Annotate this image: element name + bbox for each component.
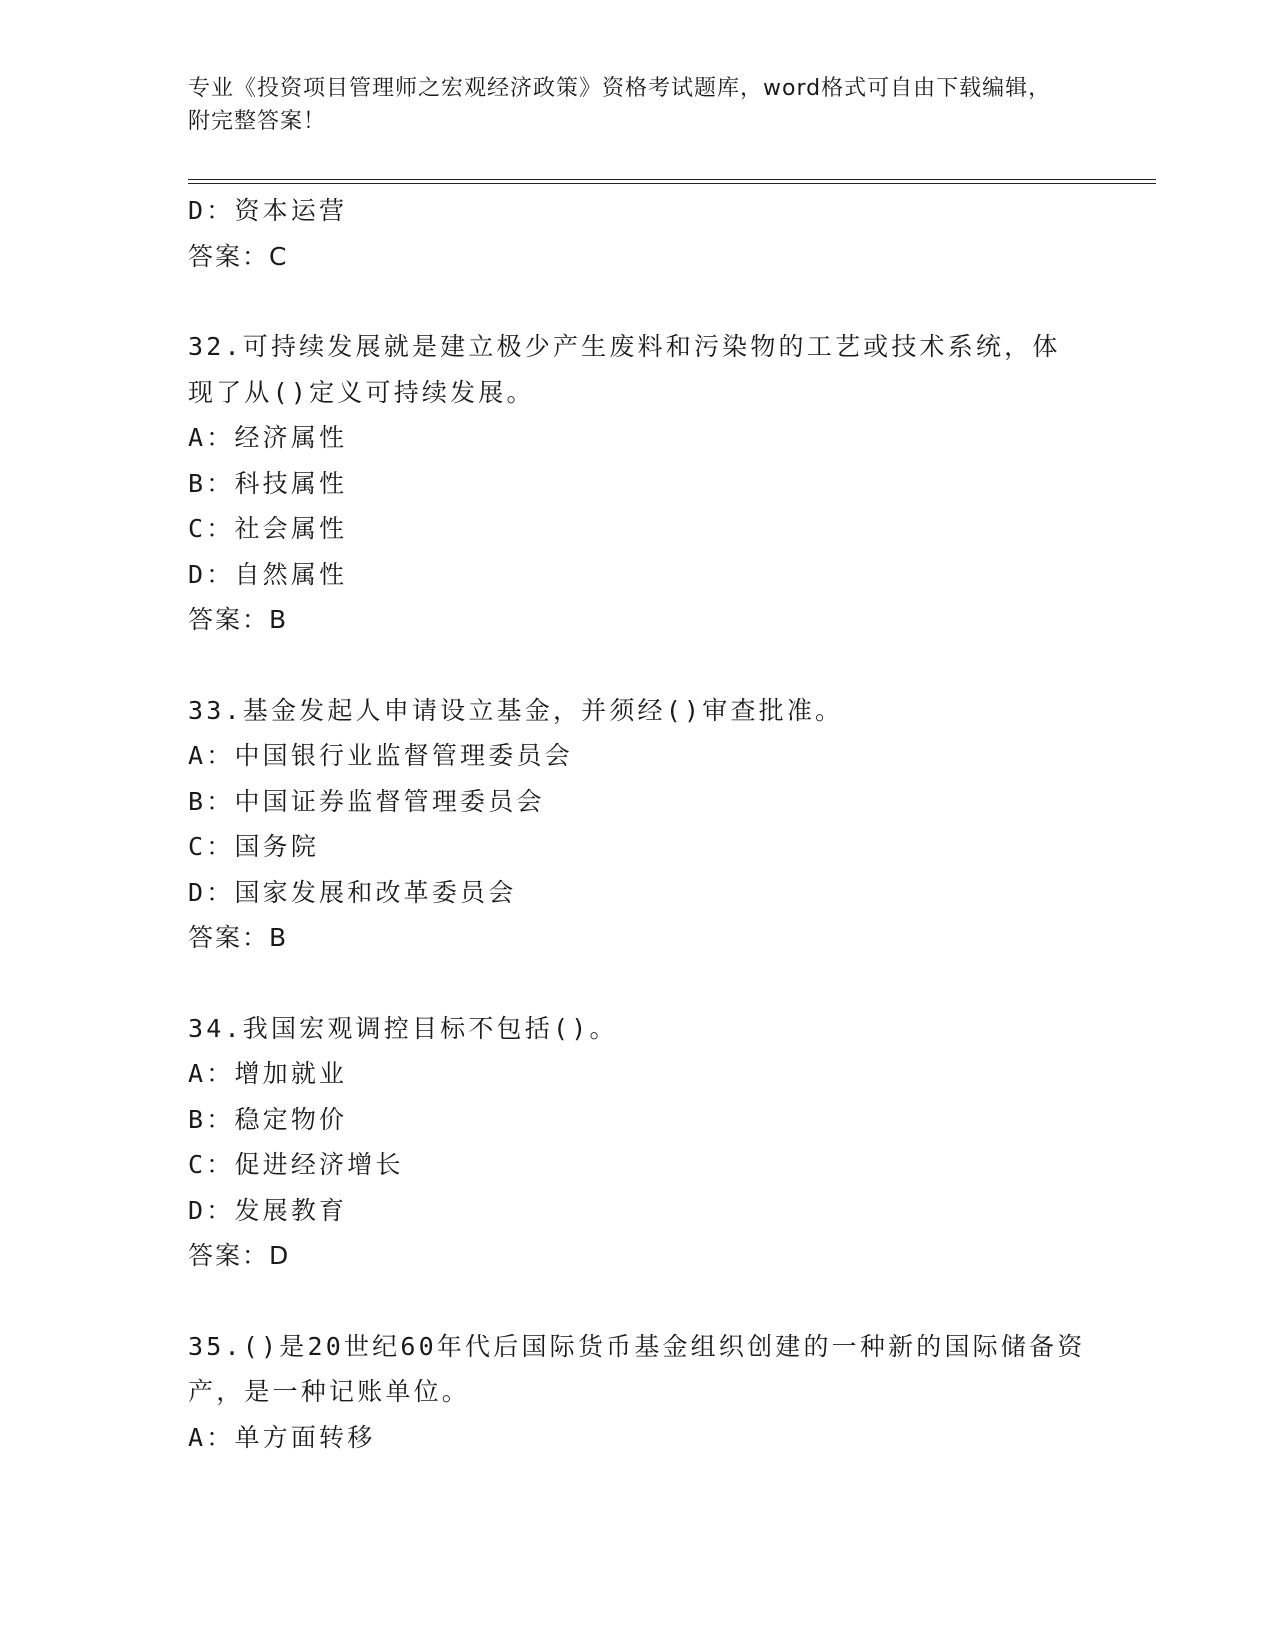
option-d: D：国家发展和改革委员会 [188, 877, 517, 907]
option-a: A：增加就业 [188, 1059, 348, 1088]
question-stem: 34.我国宏观调控目标不包括()。 [188, 1013, 618, 1043]
option-c: C：社会属性 [188, 514, 348, 543]
question-stem: 32.可持续发展就是建立极少产生废料和污染物的工艺或技术系统，体现了从()定义可持续发展。 [188, 332, 1061, 407]
option-a: A：经济属性 [188, 423, 348, 452]
option-b: B：科技属性 [188, 468, 348, 498]
header-divider-top [188, 179, 1156, 180]
document-header: 专业《投资项目管理师之宏观经济政策》资格考试题库，word格式可自由下载编辑，附完整答案！ [188, 76, 1052, 134]
answer: 答案：C [188, 241, 289, 271]
option-d: D：发展教育 [188, 1195, 348, 1225]
option-b: B：稳定物价 [188, 1104, 348, 1134]
option-c: C：促进经济增长 [188, 1150, 404, 1179]
option-d: D：自然属性 [188, 559, 348, 589]
question-34 [188, 1006, 1088, 1279]
option-c: C：国务院 [188, 832, 320, 861]
question-stem: 35.()是20世纪60年代后国际货币基金组织创建的一种新的国际储备资产，是一种记账单位。 [188, 1331, 1086, 1406]
question-stem: 33.基金发起人申请设立基金，并须经()审查批准。 [188, 695, 844, 725]
answer: 答案：D [188, 1241, 291, 1270]
option-a: A：中国银行业监督管理委员会 [188, 741, 573, 770]
option-a: A：单方面转移 [188, 1422, 376, 1452]
question-32 [188, 324, 1088, 643]
question-33 [188, 688, 1088, 961]
header-divider-bottom [188, 183, 1156, 184]
answer: 答案：B [188, 923, 289, 952]
question-list [188, 188, 1088, 1460]
answer: 答案：B [188, 605, 289, 634]
option-b: B：中国证券监督管理委员会 [188, 786, 545, 816]
option-d: D：资本运营 [188, 196, 348, 225]
question-35 [188, 1324, 1088, 1461]
